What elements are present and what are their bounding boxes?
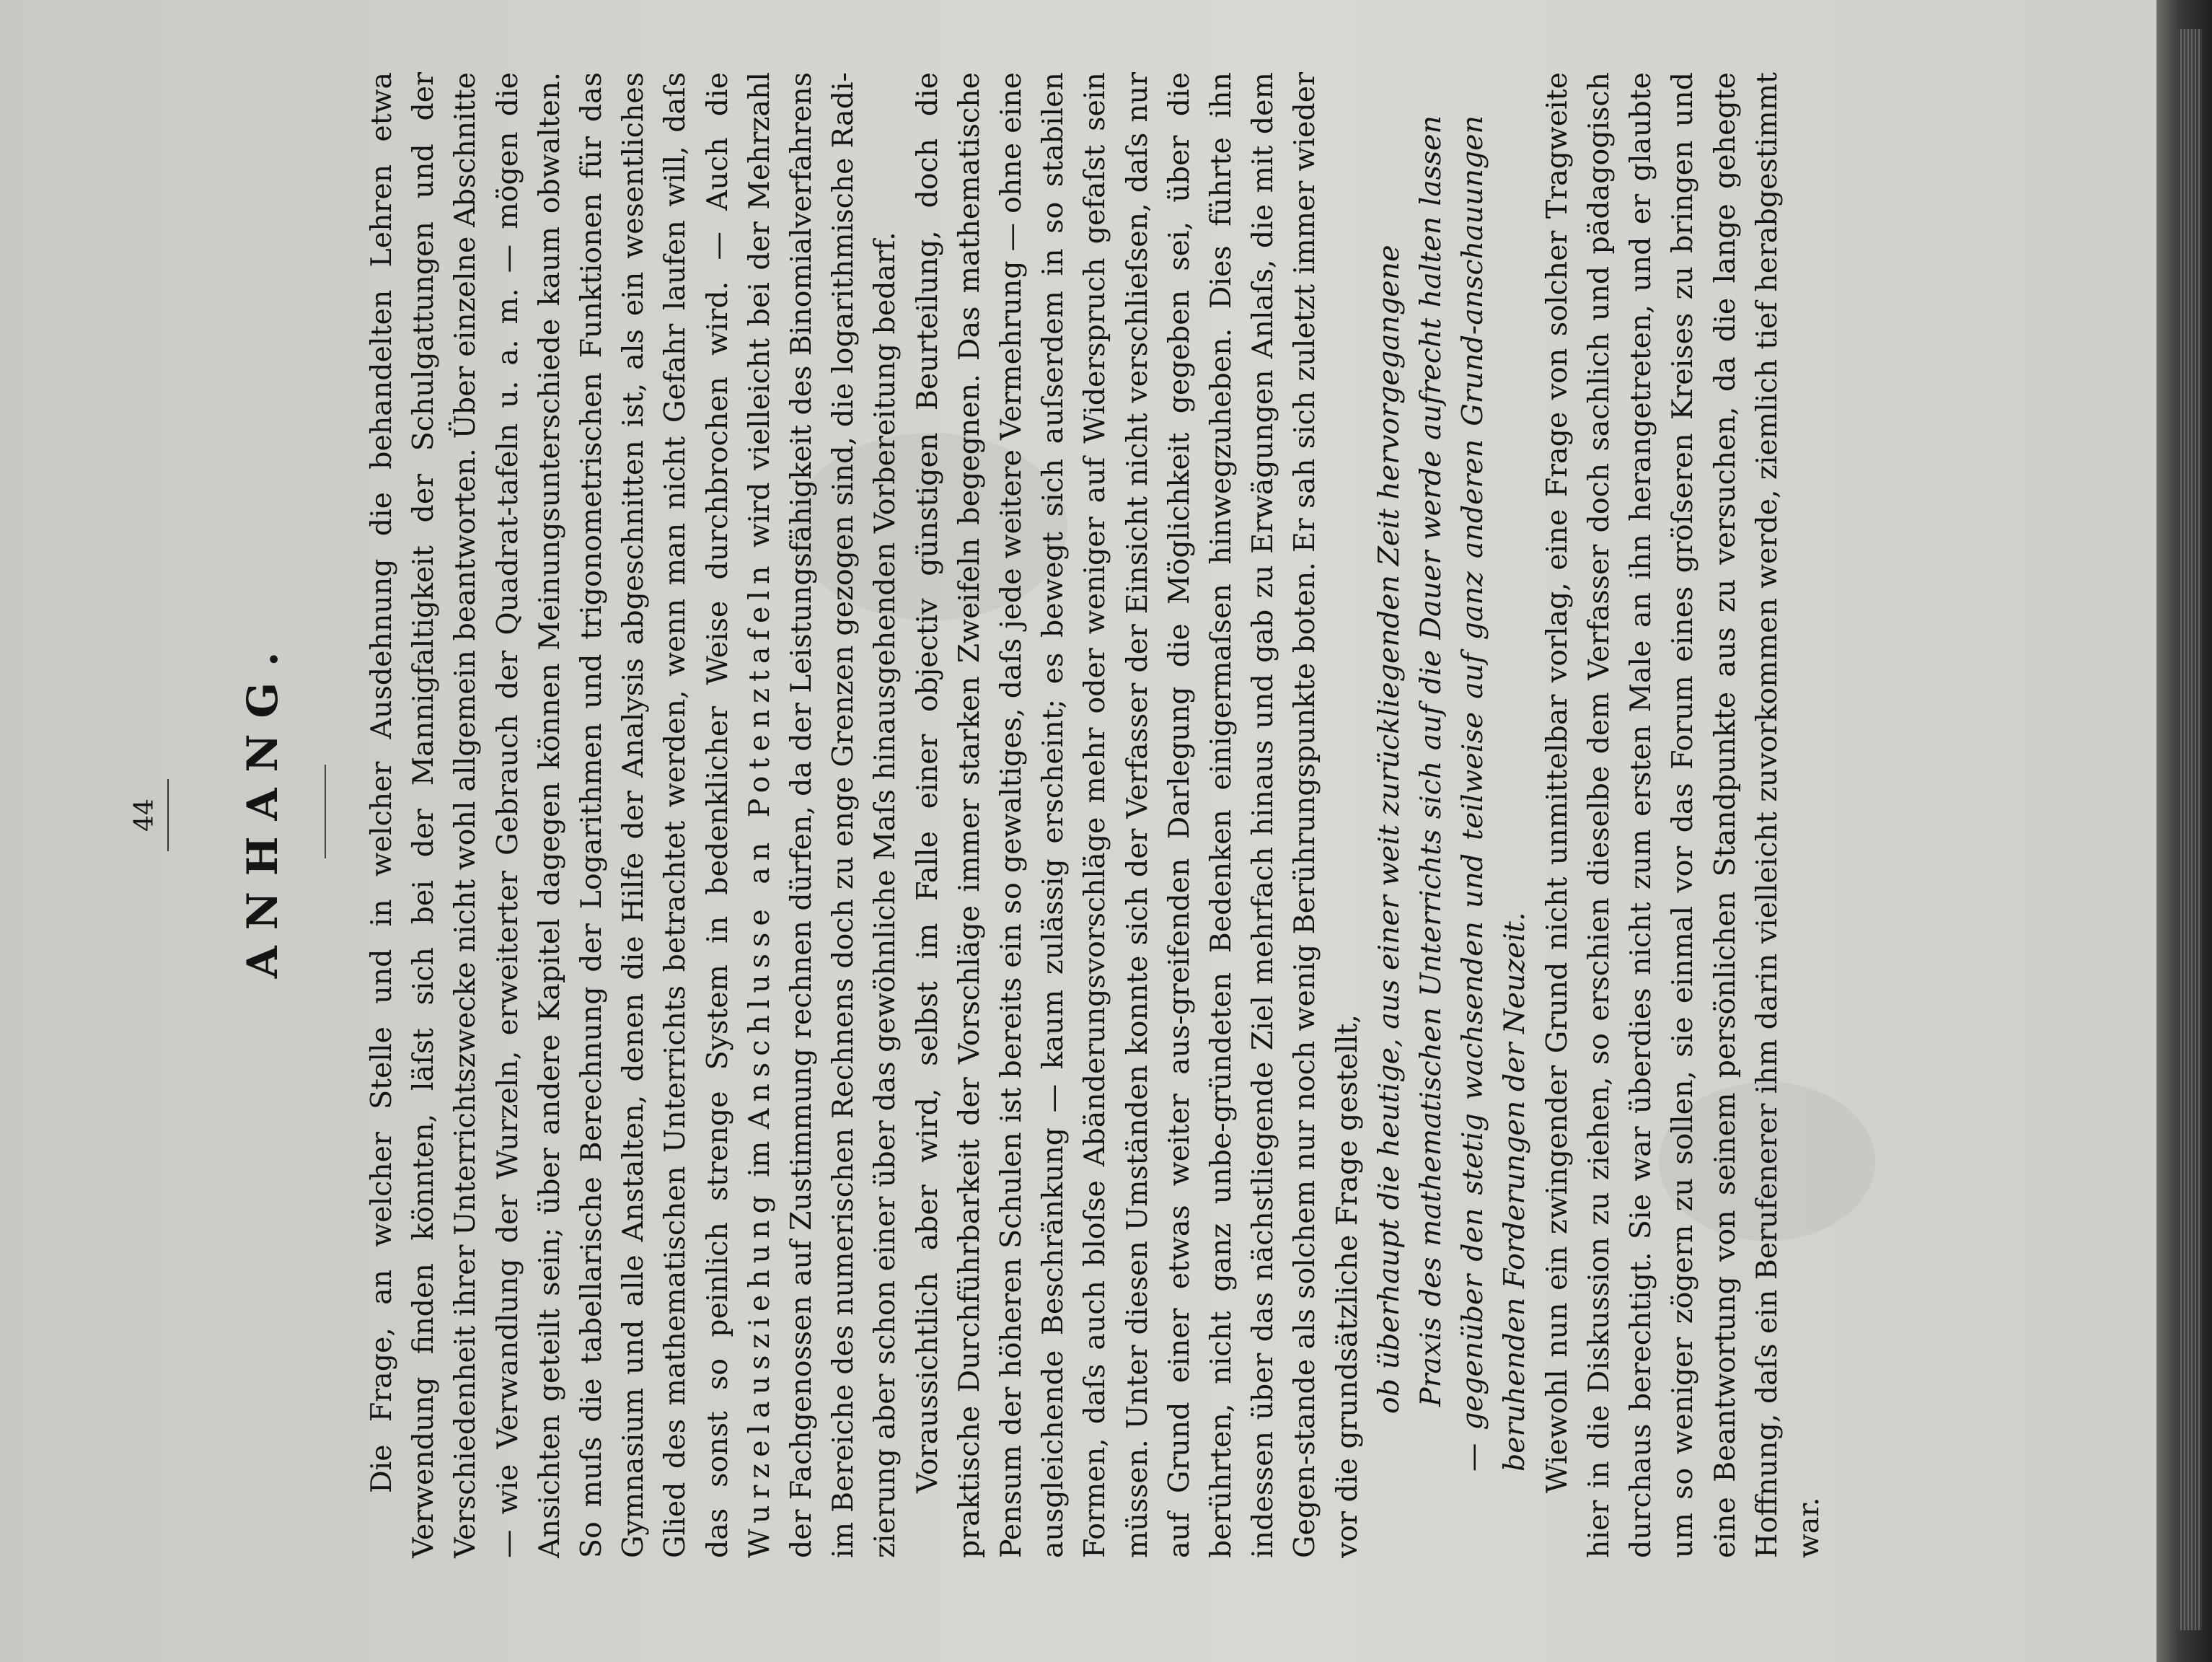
page-number: 44 [130,799,159,832]
paragraph-1-emphasis-2: Anschlusse an Potenztafeln [742,559,776,1130]
title-rule [325,765,326,858]
rotated-text-block [130,50,1976,1580]
title-text: ANHANG [238,666,287,979]
page-title [238,50,287,1580]
quote-line-1: ob überhaupt die heutige, aus einer weit zurückliegenden Zeit hervorgegangene [1372,245,1406,1414]
title-period: . [238,651,287,667]
body-text [361,72,1830,1558]
paragraph-1-text-b: im [742,1129,776,1190]
page-number-rule [167,779,169,851]
paragraph-1-emphasis-1: Wurzelausziehung [742,1189,776,1558]
paragraph-3: Wiewohl nun ein zwingender Grund nicht unmittelbar vorlag, eine Frage von solcher Tragweite hier in die Diskussion zu ziehen, so erschien dieselbe dem Verfasser doch sachlich und pädagogisch durchaus berechtigt. Sie war überdies nicht zum ersten Male an ihn herangetreten, und er glaubte um so weniger zögern zu sollen, sie einmal vor das Forum eines gröſseren Kreises zu bringen und eine Beantwortung von seinem persönlichen Standpunkte aus zu versuchen, da die lange gehegte Hoffnung, daſs ein Berufenerer ihm darin vielleicht zuvorkommen werde, ziemlich tief herabgestimmt war. [1540,72,1825,1558]
page-edge-stripes [2180,29,2202,1630]
paragraph-1-text-a: Die Frage, an welcher Stelle und in welcher Ausdehnung die behandelten Lehren etwa Verwendung finden könnten, läſst sich bei der Mannigfaltigkeit der Schulgattungen und der Verschiedenheit ihrer Unterrichtszwecke nicht wohl allgemein beantworten. Über einzelne Abschnitte — wie Verwandlung der Wurzeln, erweiterter Gebrauch der Quadrat-tafeln u. a. m. — mögen die Ansichten geteilt sein; über andere Kapitel dagegen können Meinungsunterschiede kaum obwalten. So muſs die tabellarische Berechnung der Logarithmen und trigonometrischen Funktionen für das Gymnasium und alle Anstalten, denen die Hilfe der Analysis abgeschnitten ist, als ein wesentliches Glied des mathematischen Unterrichts betrachtet werden, wenn man nicht Gefahr laufen will, daſs das sonst so peinlich strenge System in bedenklicher Weise durchbrochen wird. — Auch die [365,72,734,1558]
paragraph-2: Voraussichtlich aber wird, selbst im Falle einer objectiv günstigen Beurteilung, doch die praktische Durchführbarkeit der Vorschläge immer starken Zweifeln begegnen. Das mathematische Pensum der höheren Schulen ist bereits ein so gewaltiges, daſs jede weitere Vermehrung — ohne eine ausgleichende Beschränkung — kaum zulässig erscheint; es bewegt sich auſserdem in so stabilen Formen, daſs auch bloſse Abänderungsvorschläge mehr oder weniger auf Widerspruch gefaſst sein müssen. Unter diesen Umständen konnte sich der Verfasser der Einsicht nicht verschlieſsen, daſs nur auf Grund einer etwas weiter aus-greifenden Darlegung die Möglichkeit gegeben sei, über die berührten, nicht ganz unbe-gründeten Bedenken einigermaſsen hinwegzuheben. Dies führte ihn indessen über das nächstliegende Ziel mehrfach hinaus und gab zu Erwägungen Anlaſs, die mit dem Gegen-stande als solchem nur noch wenig Berührungspunkte boten. Er sah sich zuletzt immer wieder vor die grundsätzliche Frage gestellt, [910,72,1364,1558]
book-binding-edge [2156,0,2212,1662]
paragraph-1 [361,72,907,1558]
paragraph-1-text-c: wird vielleicht bei der Mehrzahl der Fachgenossen auf Zustimmung rechnen dürfen, da der Leistungsfähigkeit des Binomialverfahrens im Bereiche des numerischen Rechnens doch zu enge Grenzen gezogen sind, die logarithmische Radi-zierung aber schon einer über das gewöhnliche Maſs hinausgehenden Vorbereitung bedarf. [742,71,902,1558]
quote-paragraph: Praxis des mathematischen Unterrichts sich auf die Dauer werde aufrecht halten lassen — gegenüber den stetig wachsenden und teilweise auf ganz anderen Grund-anschauungen beruhenden Forderungen der Neuzeit. [1414,115,1532,1472]
